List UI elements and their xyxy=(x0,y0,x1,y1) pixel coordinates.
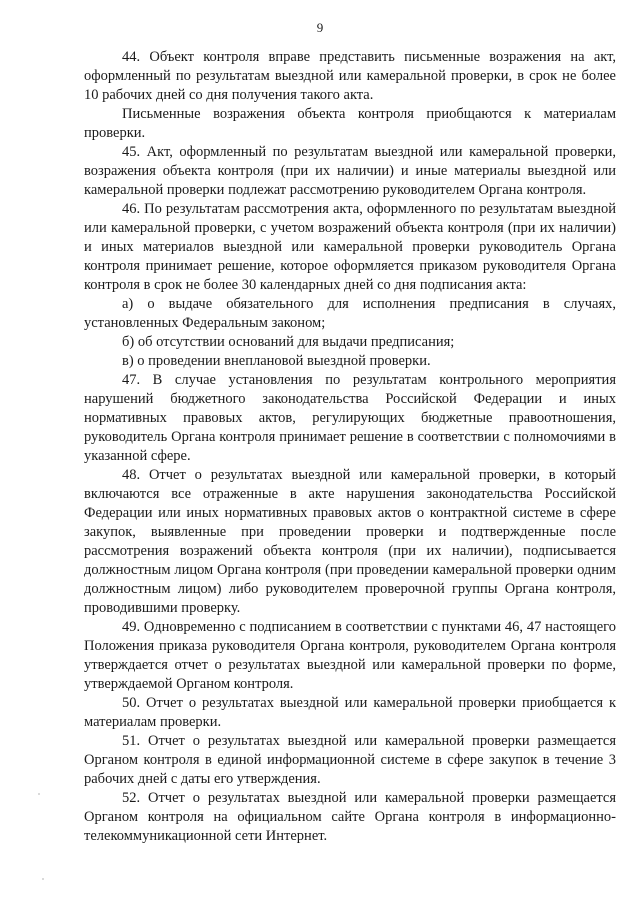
paragraph-45: 45. Акт, оформленный по результатам выездной или камеральной проверки, возражения объекта контроля (при их наличии) и иные материалы выездной или камеральной проверки подлежат рассмотрению руководителем Органа контроля. xyxy=(84,144,616,198)
paragraph-44: 44. Объект контроля вправе представить письменные возражения на акт, оформленный по результатам выездной или камеральной проверки, в срок не более 10 рабочих дней со дня получения такого акта. xyxy=(84,49,616,103)
paragraph-49: 49. Одновременно с подписанием в соответствии с пунктами 46, 47 настоящего Положения приказа руководителя Органа контроля, руководителем Органа контроля утверждается отчет о результатах выездной или камеральной проверки по форме, утверждаемой Органом контроля. xyxy=(84,619,616,692)
document-body xyxy=(84,48,616,846)
paragraph-46-item-a: а) о выдаче обязательного для исполнения предписания в случаях, установленных Федеральным законом; xyxy=(84,296,616,331)
paragraph-46: 46. По результатам рассмотрения акта, оформленного по результатам выездной или камеральной проверки, с учетом возражений объекта контроля (при их наличии) и иных материалов выездной или камеральной проверки руководитель Органа контроля принимает решение, которое оформляется приказом руководителя Органа контроля в срок не более 30 календарных дней со дня подписания акта: xyxy=(84,201,616,293)
paragraph-50: 50. Отчет о результатах выездной или камеральной проверки приобщается к материалам проверки. xyxy=(84,695,616,730)
paragraph-48: 48. Отчет о результатах выездной или камеральной проверки, в который включаются все отраженные в акте нарушения законодательства Российской Федерации или иных нормативных правовых актов о контрактной системе в сфере закупок, выявленные при проведении проверки и подтвержденные после рассмотрения возражений объекта контроля (при их наличии), подписывается должностным лицом Органа контроля (при проведении камеральной проверки одним должностным лицом) либо руководителем проверочной группы Органа контроля, проводившими проверку. xyxy=(84,467,616,616)
scan-speck xyxy=(38,793,40,795)
paragraph-44-note: Письменные возражения объекта контроля приобщаются к материалам проверки. xyxy=(84,106,616,141)
page-number: 9 xyxy=(316,20,324,35)
paragraph-46-item-v: в) о проведении внеплановой выездной проверки. xyxy=(122,353,431,369)
paragraph-47: 47. В случае установления по результатам контрольного мероприятия нарушений бюджетного законодательства Российской Федерации и иных нормативных правовых актов, регулирующих бюджетные правоотношения, руководитель Органа контроля принимает решение в соответствии с полномочиями в указанной сфере. xyxy=(84,372,616,464)
paragraph-51: 51. Отчет о результатах выездной или камеральной проверки размещается Органом контроля в единой информационной системе в сфере закупок в течение 3 рабочих дней с даты его утверждения. xyxy=(84,733,616,787)
scan-speck xyxy=(42,878,44,880)
paragraph-46-item-b: б) об отсутствии оснований для выдачи предписания; xyxy=(122,334,455,350)
paragraph-52: 52. Отчет о результатах выездной или камеральной проверки размещается Органом контроля на официальном сайте Органа контроля в информационно-телекоммуникационной сети Интернет. xyxy=(84,790,616,844)
